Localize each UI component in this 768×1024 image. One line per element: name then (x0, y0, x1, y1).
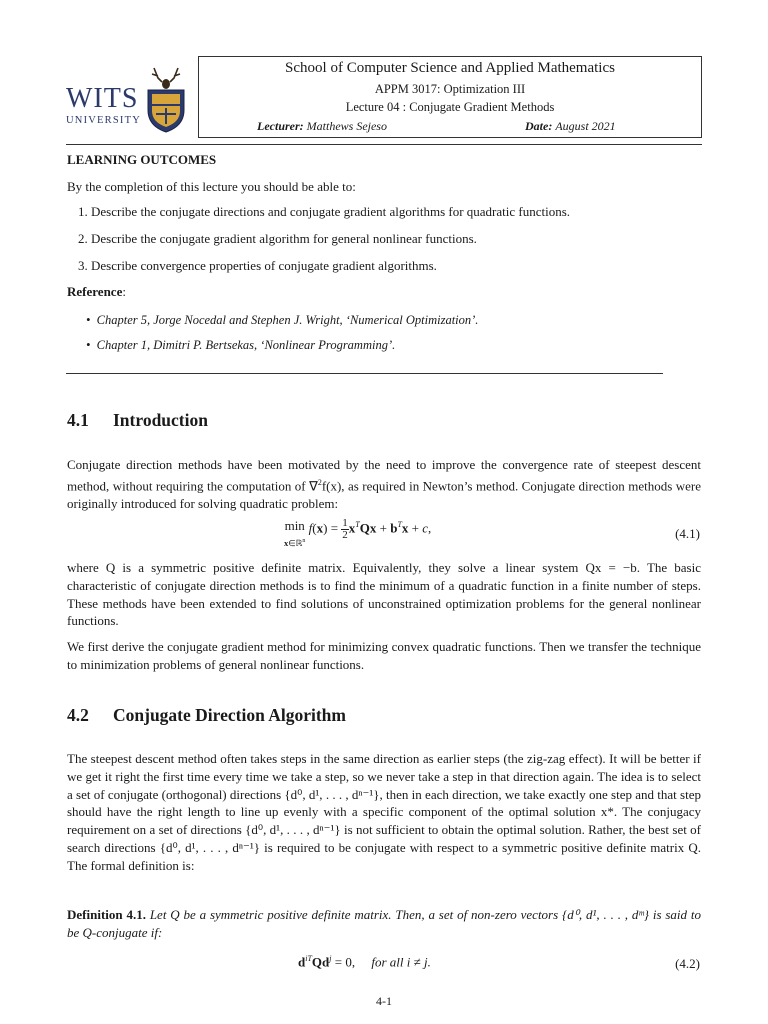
outcomes-title: LEARNING OUTCOMES (67, 152, 217, 167)
outcome-item: 2. Describe the conjugate gradient algorithm for general nonlinear functions. (78, 231, 477, 246)
reference-heading: Reference: (67, 284, 126, 299)
lecturer-line (257, 119, 387, 134)
wits-logo (66, 62, 194, 134)
date-line (525, 119, 616, 134)
course-title: APPM 3017: Optimization III (374, 82, 526, 96)
page-number: 4-1 (376, 994, 392, 1008)
date-label: Date: (525, 119, 553, 133)
lecture-header-box (198, 56, 702, 138)
conjugate-direction-paragraph: The steepest descent method often takes steps in the same direction as earlier steps (the zig-zag effect). It will be better if we get it right the first time every time we take a step, so we never take a step in that direction again. The idea is to select a set of conjugate (orthogonal) directions {d⁰, d¹, . . . , dⁿ⁻¹}, then in each direction, we take exactly one step and that step should have the right length to line up evenly with a specific component of the optimal solution x*. The conjugacy requirement on a set of directions {d⁰, d¹, . . . , dⁿ⁻¹} is not sufficient to obtain the optimal solution. Rather, the best set of search directions {d⁰, d¹, . . . , dⁿ⁻¹} is required to be conjugate with respect to a symmetric positive definite matrix Q. The formal definition is: (67, 751, 701, 873)
university-crest-icon (140, 64, 192, 134)
equation-4-2: $d^{iT}Qd^j = 0$, for all i ≠ j. (298, 954, 431, 970)
definition-4-1 (67, 906, 701, 942)
section-number: 4.1 (67, 410, 89, 430)
outcomes-intro: By the completion of this lecture you should be able to: (67, 179, 356, 194)
outcome-item: 1. Describe the conjugate directions and conjugate gradient algorithms for quadratic functions. (78, 204, 571, 219)
section-rule (66, 373, 663, 374)
logo-subtitle: UNIVERSITY (66, 115, 141, 126)
reference-text: Chapter 5, Jorge Nocedal and Stephen J. Wright, ‘Numerical Optimization’. (96, 313, 479, 327)
lecturer-name: Matthews Sejeso (306, 119, 387, 133)
outcome-item: 3. Describe convergence properties of conjugate gradient algorithms. (78, 258, 437, 273)
reference-label: Reference (67, 284, 123, 299)
date-value: August 2021 (555, 119, 616, 133)
intro-paragraph-2: where Q is a symmetric positive definite matrix. Equivalently, they solve a linear system Qx = −b. The basic characteristic of conjugate direction methods is to find the minimum of a quadratic function in a finite number of steps. These methods have been extended to find solutions of unconstrained optimization problems for the general nonlinear functions. (67, 560, 701, 629)
section-heading-conjugate-direction (67, 705, 346, 726)
section-title: Conjugate Direction Algorithm (113, 705, 346, 725)
equation-number: (4.2) (675, 956, 700, 971)
logo-wordmark: WITS (66, 83, 139, 114)
definition-text: Let Q be a symmetric positive definite matrix. Then, a set of non-zero vectors {d⁰, d¹, . . . , dᵐ} is said to be Q-conjugate if: (67, 907, 701, 940)
section-title: Introduction (113, 410, 208, 430)
intro-paragraph-1: Conjugate direction methods have been motivated by the need to improve the convergence rate of steepest descent method, without requiring the computation of ∇$^2$f(x), as required in Newton’s method. Conjugate direction methods were originally introduced for solving quadratic problem: (67, 457, 702, 511)
section-number: 4.2 (67, 705, 89, 725)
equation-4-1: min x∈ℝ$^n$ f(x) = 1 $2x^TQx + b^Tx + c$, (284, 517, 432, 548)
header-rule (66, 144, 702, 145)
reference-item: • Chapter 1, Dimitri P. Bertsekas, ‘Nonlinear Programming’. (86, 338, 396, 352)
lecture-title: Lecture 04 : Conjugate Gradient Methods (345, 100, 555, 114)
intro-paragraph-3: We first derive the conjugate gradient method for minimizing convex quadratic functions. Then we transfer the technique to minimization problems of general nonlinear functions. (67, 639, 701, 672)
reference-text: Chapter 1, Dimitri P. Bertsekas, ‘Nonlinear Programming’. (96, 338, 396, 352)
section-heading-introduction (67, 410, 208, 431)
equation-number: (4.1) (675, 526, 700, 541)
lecturer-label: Lecturer: (257, 119, 304, 133)
equation-condition: for all i ≠ j. (371, 954, 431, 970)
school-name: School of Computer Science and Applied Mathematics (285, 60, 615, 76)
definition-label: Definition 4.1. (67, 907, 146, 922)
reference-item: • Chapter 5, Jorge Nocedal and Stephen J. Wright, ‘Numerical Optimization’. (86, 313, 479, 327)
